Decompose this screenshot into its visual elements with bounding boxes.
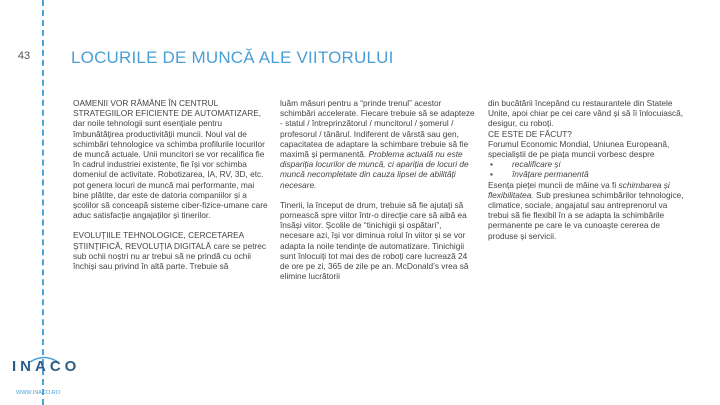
column-2-paragraph-1-italic: Problema actuală nu este dispariția locurilor de muncă, ci apariția de locuri de muncă necompletate din cauza lipsei de abilități necesare. bbox=[280, 149, 469, 190]
column-2-paragraph-1 bbox=[280, 98, 476, 190]
bullet-marker: ▪ bbox=[490, 159, 493, 170]
text-column-2 bbox=[280, 98, 476, 291]
column-1-paragraph-2: EVOLUȚIILE TEHNOLOGICE, CERCETAREA ȘTIINȚIFICĂ, REVOLUȚIA DIGITALĂ care se petrec sub ochii noștri nu ar trebui să ne prindă cu ochii închiși sau privind în altă parte. Trebuie să bbox=[73, 230, 267, 272]
text-column-3 bbox=[488, 98, 688, 241]
column-2-paragraph-1-text: luăm măsuri pentru a “prinde trenul” acestor schimbări accelerate. Fiecare trebuie să se adapteze - statul / întreprinzătorul / muncitorul / șomerul / profesorul / tânărul. Indiferent de vârstă sau gen, capacitatea de adaptare la schimbare trebuie să fie maximă și permanentă. bbox=[280, 98, 475, 160]
column-3-paragraph-2: Forumul Economic Mondial, Uniunea Europeană, specialiștii de pe piața muncii vorbesc despre bbox=[488, 138, 670, 160]
bullet-item bbox=[488, 169, 688, 179]
column-3-paragraph-3-rest: Sub presiunea schimbărilor tehnologice, climatice, sociale, angajatul sau antreprenorul va trebui să fie flexibil în a se adapta la schimbările permanente pe care le va cunoaște cererea de produse și servicii. bbox=[488, 189, 684, 241]
bullet-item bbox=[488, 159, 688, 169]
column-3-heading: CE ESTE DE FĂCUT? bbox=[488, 128, 572, 139]
page-number: 43 bbox=[17, 50, 31, 62]
bullet-text: recalificare și bbox=[512, 159, 561, 170]
column-1-paragraph-1: OAMENII VOR RĂMÂNE ÎN CENTRUL STRATEGIILOR EFICIENTE DE AUTOMATIZARE, dar noile tehnologii sunt esențiale pentru îmbunătățirea productivității muncii. Noul val de schimbări tehnologice va schimba profilurile locurilor de muncă actuale. Unii muncitori se vor recalifica fie în cadrul industriei existente, fie își vor schimba domeniul de activitate. Robotizarea, IA, RV, 3D, etc. pot genera locuri de muncă mai performante, mai bine plătite, dar este de datoria companiilor și a școlilor să conceapă sisteme ciber-fizice-umane care aduc satisfacție angajaților și tinerilor. bbox=[73, 98, 268, 221]
column-3-paragraph-3-text: Esența pieței muncii de mâine va fi bbox=[488, 179, 617, 190]
bullet-marker: ▪ bbox=[490, 169, 493, 180]
slide-title: LOCURILE DE MUNCĂ ALE VIITORULUI bbox=[71, 48, 394, 67]
dashed-divider bbox=[42, 0, 44, 405]
website-link[interactable]: WWW.INACO.RO bbox=[16, 390, 60, 396]
column-3-paragraph-1: din bucătării începând cu restaurantele din Statele Unite, apoi chiar pe cei care vând și să îi înlocuiască, desigur, cu roboți. bbox=[488, 98, 684, 129]
bullet-text: învățare permanentă bbox=[512, 169, 589, 180]
column-3-paragraph-3 bbox=[488, 180, 688, 241]
column-2-paragraph-2: Tinerii, la început de drum, trebuie să fie ajutați să pornească spre viitor într-o direcție care să aibă ea însăși viitor. Școlile de “tinichigii și ospătari”, necesare azi, își vor diminua rolul în viitor și se vor adapta la noile tendințe de automatizare. Tinichigii sunt înlocuiți tot mai des de roboți care lucrează 24 de ore pe zi, 365 de zile pe an. McDonald’s vrea să elimine lucrătorii bbox=[280, 199, 469, 282]
text-column-1 bbox=[73, 98, 271, 281]
column-3-paragraph-3-italic: schimbarea și flexibilitatea. bbox=[488, 179, 670, 200]
logo: INACO bbox=[12, 358, 81, 375]
